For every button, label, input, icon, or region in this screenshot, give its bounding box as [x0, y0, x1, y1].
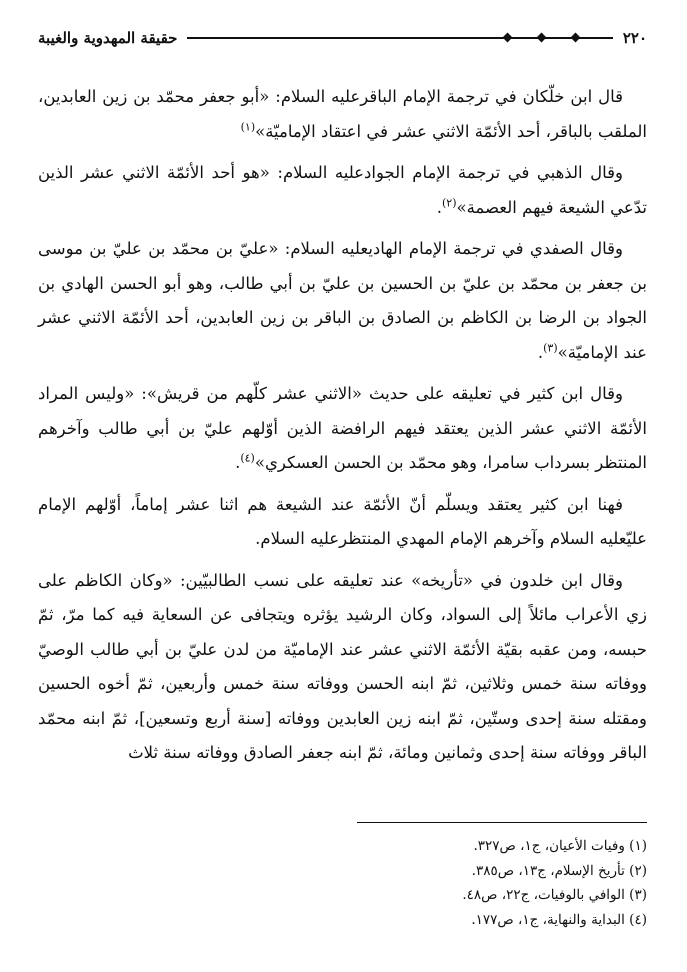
- paragraph-text: وقال ابن خلدون في «تأريخه» عند تعليقه على نسب الطالبيّين: «وكان الكاظم على زي الأعراب مائلاً إلى السواد، وكان الرشيد يؤثره ويتجافى عن السعاية فيه كما مرّ، ثمّ حبسه، ومن عقبه بقيّة الأئمّة الاثني عشر عند الإماميّة من لدن عليّ بن أبي طالب الوصيّ ووفاته سنة خمس وثلاثين، ثمّ ابنه الحسن ووفاته سنة خمس وأربعين، ثمّ أخوه الحسين ومقتله سنة إحدى وستّين، ثمّ ابنه زين العابدين ووفاته [سنة أربع وتسعين]، ثمّ ابنه محمّد الباقر ووفاته سنة إحدى وثمانين ومائة، ثمّ ابنه جعفر الصادق ووفاته سنة ثلاث: [38, 570, 647, 762]
- paragraph-text: فهنا ابن كثير يعتقد ويسلّم أنّ الأئمّة عند الشيعة هم اثنا عشر إماماً، أوّلهم الإمام عليّ‏عليه السلام وآخرهم الإمام المهدي المنتظر‏عليه السلام.: [38, 494, 647, 548]
- ornament-diamond: [570, 33, 580, 43]
- footnote: (١) وفيات الأعيان، ج١، ص٣٢٧.: [473, 838, 647, 854]
- page-header: [38, 24, 647, 52]
- paragraph-end: .: [235, 453, 241, 472]
- paragraph-text: وقال الصفدي في ترجمة الإمام الهادي‏عليه السلام: «عليّ بن محمّد بن عليّ بن موسى بن جعفر بن محمّد بن عليّ بن الحسين بن عليّ بن أبي طالب، وهو أبو الحسن الهادي بن الجواد بن الرضا بن الكاظم بن الصادق بن الباقر بن زين العابدين، أحد الأئمّة الاثني عشر عند الإماميّة»: [38, 239, 647, 362]
- footnote: (٤) البداية والنهاية، ج١، ص١٧٧.: [471, 911, 647, 928]
- footnote-ref: (٢): [441, 196, 457, 209]
- paragraph-text: وقال ابن كثير في تعليقه على حديث «الاثني عشر كلّهم من قريش»: «وليس المراد الأئمّة الاثني عشر الذين يعتقد فيهم الرافضة الذين أوّلهم عليّ بن أبي طالب وآخرهم المنتظر بسرداب سامرا، وهو محمّد بن الحسن العسكري»: [38, 384, 647, 472]
- footnote-separator: [357, 822, 647, 823]
- footnote: (٣) الوافي بالوفيات، ج٢٢، ص٤٨.: [462, 887, 647, 903]
- footnote-ref: (١): [240, 120, 256, 133]
- paragraph-end: .: [537, 342, 544, 362]
- paragraph-end: .: [436, 197, 442, 217]
- page-number: ٢٢٠: [622, 29, 647, 47]
- running-title: حقيقة المهدوية والغيبة: [38, 29, 178, 47]
- paragraph: [38, 377, 647, 481]
- paragraph-text: وقال الذهبي في ترجمة الإمام الجواد‏عليه السلام: «هو أحد الأئمّة الاثني عشر الذين تدّعي الشيعة فيهم العصمة»: [38, 163, 647, 217]
- footnotes: [300, 834, 647, 932]
- header-ornament: [187, 37, 612, 39]
- paragraph: [38, 156, 647, 225]
- paragraph-text: قال ابن خلّكان في ترجمة الإمام الباقر‏عليه السلام: «أبو جعفر محمّد بن زين العابدين، الملقب بالباقر، أحد الأئمّة الاثني عشر في اعتقاد الإماميّة»: [38, 87, 647, 141]
- paragraph: [38, 564, 647, 771]
- footnote: (٢) تأريخ الإسلام، ج١٣، ص٣٨٥.: [471, 862, 647, 879]
- footnote-ref: (٣): [543, 341, 558, 354]
- footnote-ref: (٤): [240, 451, 255, 465]
- ornament-diamond: [536, 33, 546, 43]
- paragraph: [38, 232, 647, 370]
- ornament-diamond: [502, 33, 512, 43]
- main-text: [38, 80, 647, 778]
- paragraph: [38, 488, 647, 557]
- paragraph: [38, 80, 647, 149]
